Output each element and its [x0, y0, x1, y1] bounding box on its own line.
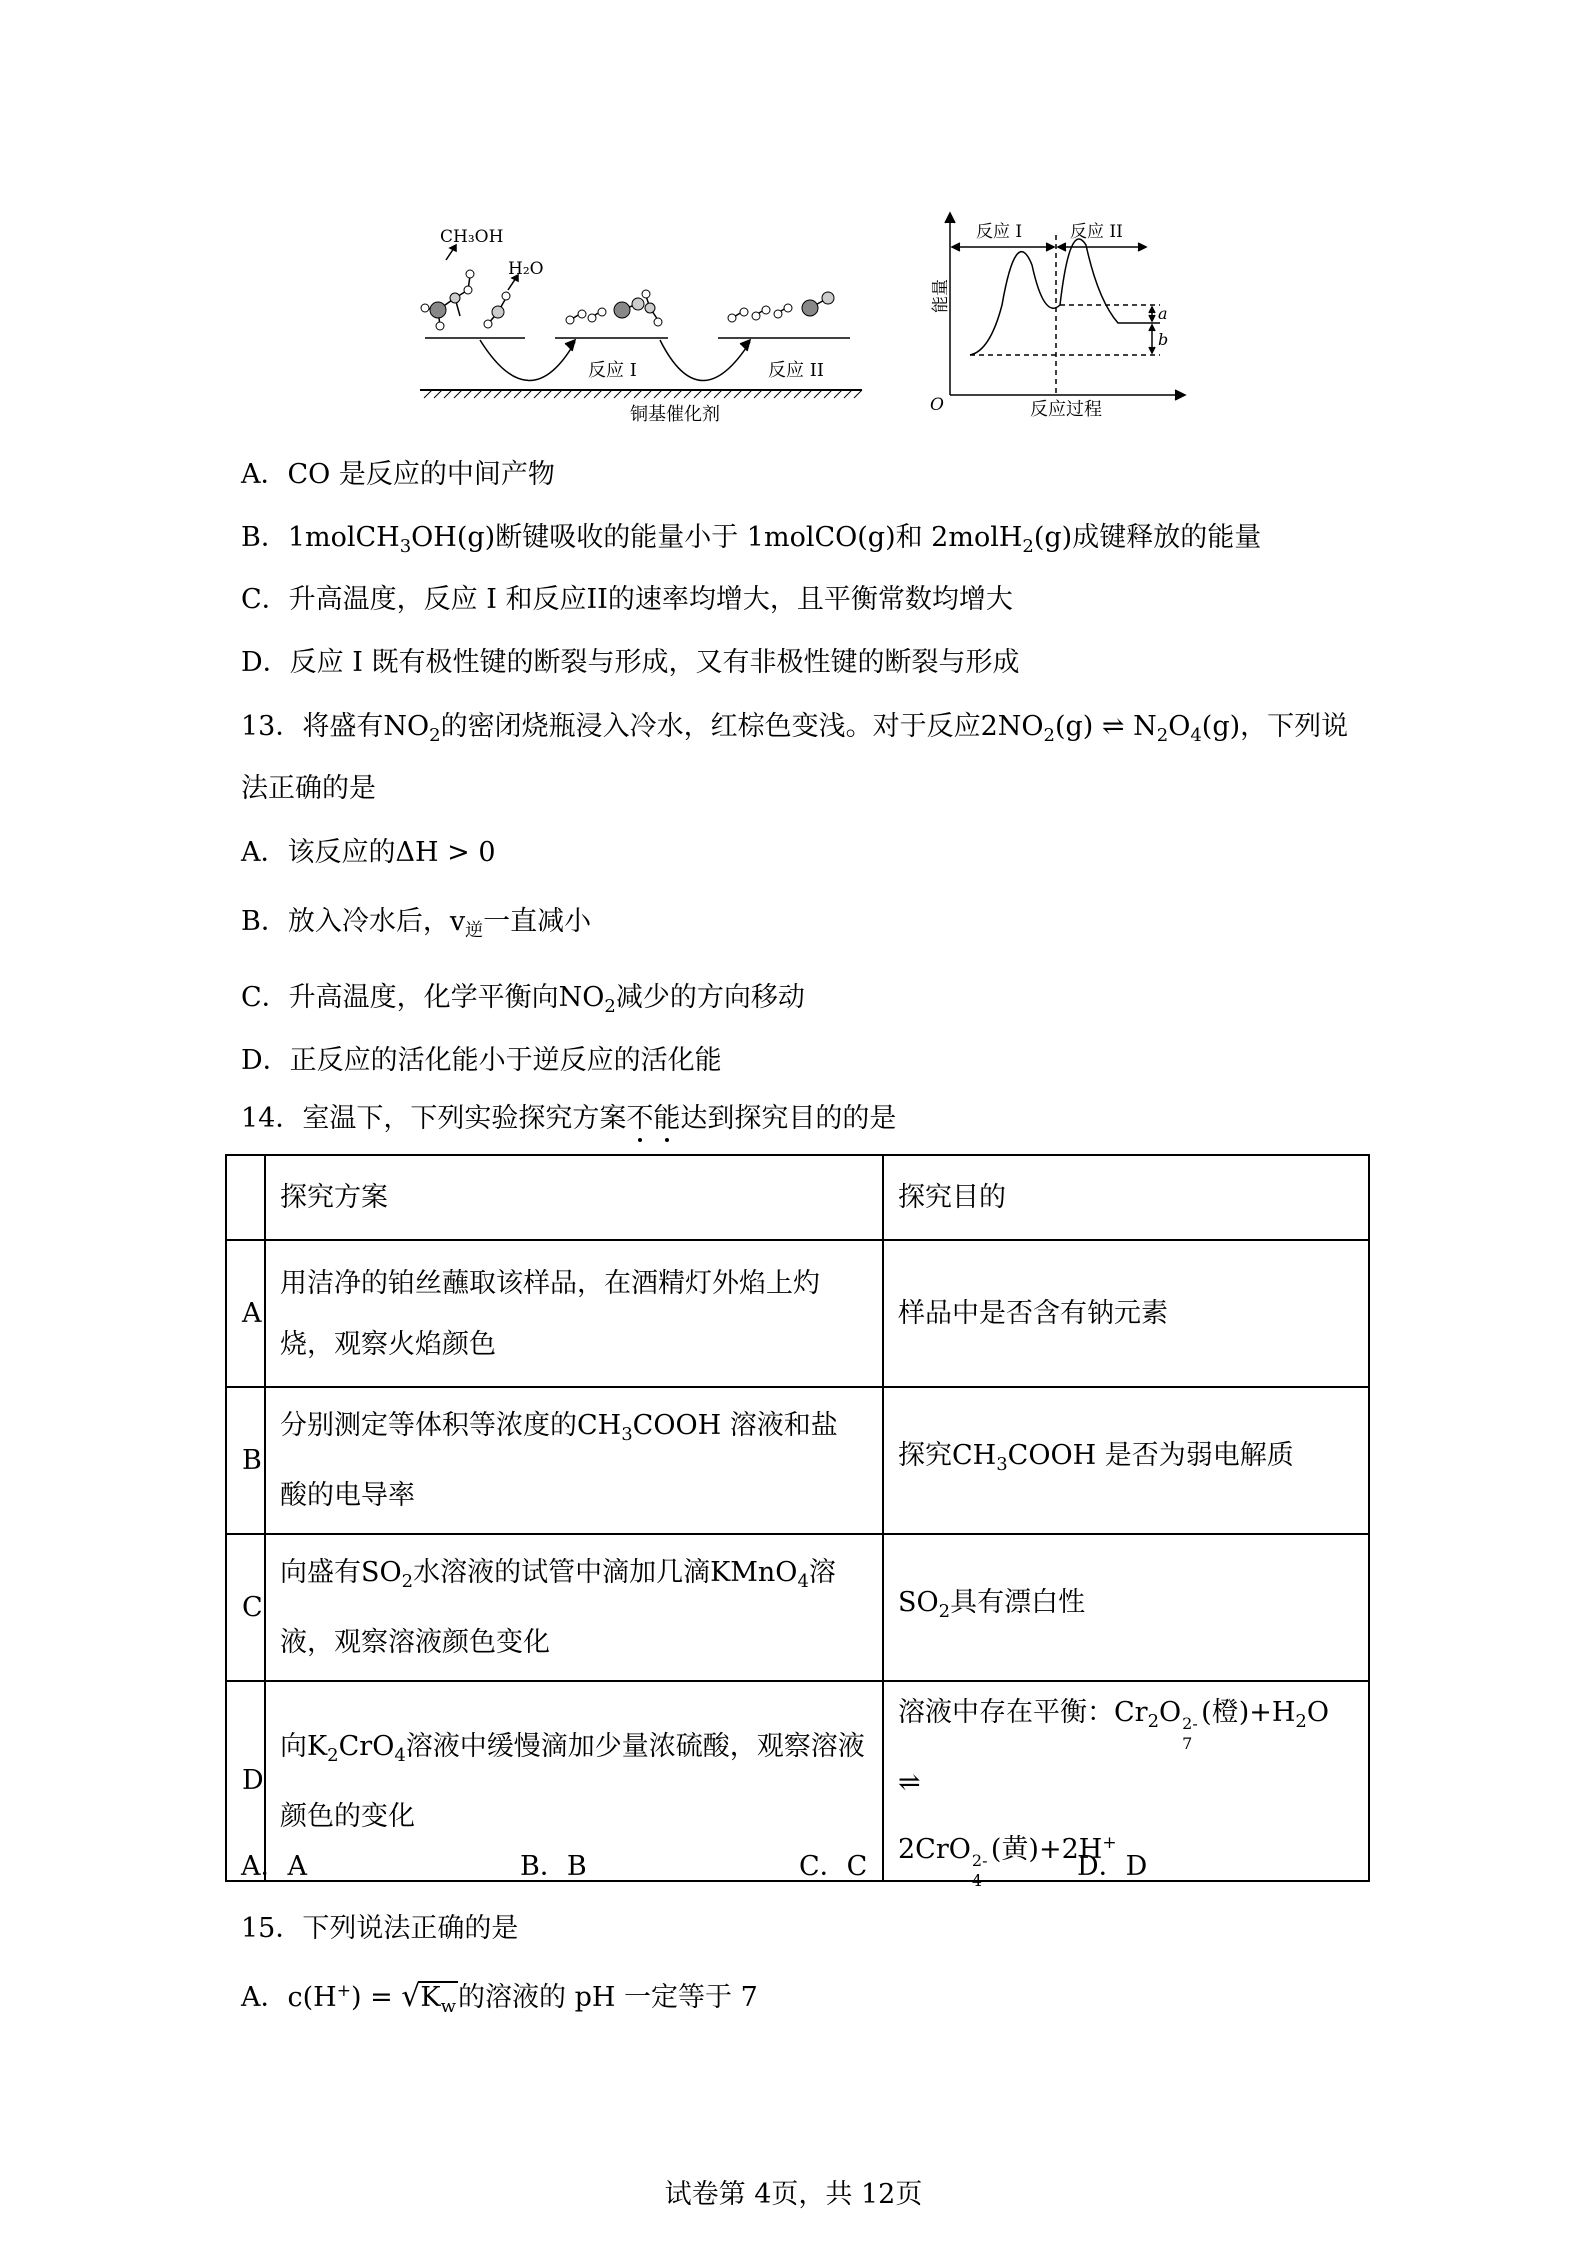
table-row: C 向盛有$SO_2$水溶液的试管中滴加几滴KMnO$_4$溶 液，观察溶液颜色变化 $SO_2$具有漂白性 [226, 1534, 1369, 1681]
label-reaction-1: 反应 I [588, 360, 637, 381]
energy-label-reaction-1: 反应 I [976, 222, 1023, 242]
page-footer: 试卷第 4页，共 12页 [664, 2179, 923, 2210]
energy-label-reaction-2: 反应 II [1070, 222, 1123, 242]
label-catalyst: 铜基催化剂 [630, 404, 720, 425]
q12-option-b: B．1molCH$_3$OH(g)断键吸收的能量小于 1molCO(g)和 2molH$_2$(g)成键释放的能量 [241, 522, 1262, 557]
table-row: A 用洁净的铂丝蘸取该样品，在酒精灯外焰上灼 烧，观察火焰颜色 样品中是否含有钠元素 [226, 1240, 1369, 1387]
header-goal: 探究目的 [883, 1155, 1369, 1240]
row-key: C [226, 1534, 265, 1681]
table-row: B 分别测定等体积等浓度的$CH_3COOH$ 溶液和盐 酸的电导率 探究$CH_3COOH$ 是否为弱电解质 [226, 1387, 1369, 1534]
q12-option-d: D．反应 I 既有极性键的断裂与形成，又有非极性键的断裂与形成 [241, 647, 1020, 678]
row-goal: 探究$CH_3COOH$ 是否为弱电解质 [883, 1387, 1369, 1534]
q15-option-a: A．$c(H^+) = √K_w$的溶液的 pH 一定等于 7 [241, 1973, 758, 2022]
label-h2o: H₂O [508, 259, 544, 279]
energy-origin-label: O [930, 395, 944, 415]
row-key: D [226, 1681, 265, 1881]
q13-option-c: C．升高温度，化学平衡向$NO_2$减少的方向移动 [241, 982, 805, 1017]
q14-choice-c: C．C [799, 1851, 868, 1882]
energy-mark-a: a [1158, 304, 1168, 323]
q14-choice-a: A．A [241, 1851, 307, 1882]
q14-choice-b: B．B [520, 1851, 587, 1882]
row-goal: 样品中是否含有钠元素 [883, 1240, 1369, 1387]
row-goal: $SO_2$具有漂白性 [883, 1534, 1369, 1681]
table-header-row [226, 1155, 1369, 1240]
q15-stem: 15．下列说法正确的是 [241, 1913, 519, 1944]
q14-choice-d: D．D [1077, 1851, 1148, 1882]
q13-stem: 13．将盛有$NO_2$的密闭烧瓶浸入冷水，红棕色变浅。对于反应$2NO_2(g)$ ⇌ $N_2O_4(g)$，下列说 [241, 711, 1349, 746]
experiment-table [225, 1154, 1370, 1890]
energy-axis-x-label: 反应过程 [1030, 399, 1102, 420]
catalyst-mechanism-figure [410, 220, 870, 430]
label-reaction-2: 反应 II [768, 360, 824, 381]
table-row: D 向$K_2CrO_4$溶液中缓慢滴加少量浓硫酸，观察溶液 颜色的变化 溶液中存在平衡：$Cr_2O$ 2- 7 (橙)$+H_2O$ ⇌ 2CrO 2- 4 (黄)+2H+ [226, 1681, 1369, 1881]
energy-axis-y-label: 能量 [931, 279, 951, 313]
energy-diagram-figure [920, 205, 1190, 420]
q13-stem-cont: 法正确的是 [241, 773, 376, 804]
row-key: A [226, 1240, 265, 1387]
q14-stem: 14．室温下，下列实验探究方案不能达到探究目的的是 [241, 1103, 897, 1134]
q12-option-c: C．升高温度，反应 I 和反应II的速率均增大，且平衡常数均增大 [241, 584, 1013, 615]
q13-option-d: D．正反应的活化能小于逆反应的活化能 [241, 1045, 722, 1076]
row-goal: 溶液中存在平衡：$Cr_2O$ 2- 7 (橙)$+H_2O$ ⇌ 2CrO 2- 4 (黄)+2H+ [883, 1681, 1369, 1881]
label-ch3oh: CH₃OH [440, 227, 504, 247]
row-key: B [226, 1387, 265, 1534]
q13-option-a: A．该反应的ΔH > 0 [241, 837, 496, 868]
header-plan: 探究方案 [265, 1155, 883, 1240]
q13-option-b: B．放入冷水后，$v_逆$一直减小 [241, 906, 592, 941]
energy-mark-b: b [1158, 330, 1169, 349]
q12-option-a: A．CO 是反应的中间产物 [241, 459, 555, 490]
